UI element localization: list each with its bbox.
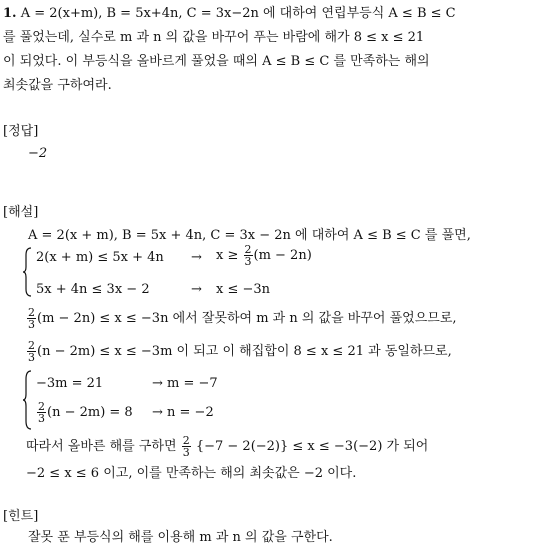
- fraction-numerator: 2: [244, 243, 252, 256]
- solution-line-b: [26, 337, 452, 367]
- solution-line-b-text: (n − 2m) ≤ x ≤ −3m 이 되고 이 해집합이 8 ≤ x ≤ 21 과 동일하므로,: [37, 344, 452, 359]
- system1-row1-right-post: (m − 2n): [253, 248, 312, 263]
- system2-row2-left: (n − 2m) = 8: [47, 405, 133, 420]
- problem-text-1: A = 2(x+m), B = 5x+4n, C = 3x−2n 에 대하여 연립부등식 A ≤ B ≤ C: [20, 6, 456, 21]
- fraction-denominator: 3: [28, 351, 35, 364]
- problem-line-2: 를 풀었는데, 실수로 m 과 n 의 값을 바꾸어 푸는 바람에 해가 8 ≤ x ≤ 21: [3, 30, 425, 45]
- problem-line-1: [3, 6, 456, 22]
- fraction-numerator: 2: [28, 339, 35, 352]
- fraction-two-thirds: [27, 340, 36, 363]
- solution-header: [해설]: [3, 205, 39, 220]
- solution-line-c: [26, 432, 428, 462]
- fraction-two-thirds: [37, 401, 46, 424]
- fraction-two-thirds: [27, 307, 36, 330]
- problem-line-3: 이 되었다. 이 부등식을 올바르게 풀었을 때의 A ≤ B ≤ C 를 만족하는 해의: [3, 54, 430, 69]
- fraction-two-thirds: [182, 435, 191, 458]
- fraction-denominator: 3: [182, 446, 190, 459]
- system2-row1-right: → m = −7: [152, 376, 218, 391]
- fraction-denominator: 3: [244, 255, 252, 268]
- system2-row2: [36, 398, 133, 428]
- fraction-numerator: 2: [182, 434, 190, 447]
- system2-row2-right: → n = −2: [152, 405, 214, 420]
- system1-row2-right: x ≤ −3n: [216, 282, 271, 297]
- solution-line-a-text: (m − 2n) ≤ x ≤ −3n 에서 잘못하여 m 과 n 의 값을 바꾸어 풀었으므로,: [37, 311, 457, 326]
- system-brace-1: [22, 247, 32, 297]
- solution-intro: A = 2(x + m), B = 5x + 4n, C = 3x − 2n 에 대하여 A ≤ B ≤ C 를 풀면,: [28, 228, 471, 243]
- fraction-two-thirds: [244, 244, 253, 267]
- system1-row1-left: 2(x + m) ≤ 5x + 4n: [36, 250, 164, 265]
- system1-row1-arrow: →: [191, 250, 202, 265]
- problem-line-4: 최솟값을 구하여라.: [3, 78, 112, 93]
- hint-text: 잘못 푼 부등식의 해를 이용해 m 과 n 의 값을 구한다.: [28, 530, 333, 545]
- hint-header: [힌트]: [3, 509, 39, 524]
- solution-line-c-post: {−7 − 2(−2)} ≤ x ≤ −3(−2) 가 되어: [195, 439, 429, 454]
- system1-row2-arrow: →: [191, 282, 202, 297]
- system1-row1: [36, 250, 164, 266]
- solution-line-a: [26, 304, 457, 334]
- fraction-numerator: 2: [38, 400, 45, 413]
- fraction-denominator: 3: [28, 318, 35, 331]
- system1-row1-right: [216, 243, 312, 269]
- answer-header: [정답]: [3, 124, 39, 139]
- fraction-numerator: 2: [28, 306, 35, 319]
- solution-line-c-pre: 따라서 올바른 해를 구하면: [26, 439, 177, 454]
- system1-row1-right-pre: x ≥: [216, 248, 239, 263]
- fraction-denominator: 3: [38, 412, 45, 425]
- system-brace-2: [22, 370, 32, 430]
- system2-row1-left: −3m = 21: [36, 376, 104, 391]
- answer-value: −2: [28, 146, 48, 161]
- problem-number: 1.: [3, 6, 17, 21]
- solution-line-d: −2 ≤ x ≤ 6 이고, 이를 만족하는 해의 최솟값은 −2 이다.: [26, 466, 357, 481]
- system1-row2-left: 5x + 4n ≤ 3x − 2: [36, 282, 150, 297]
